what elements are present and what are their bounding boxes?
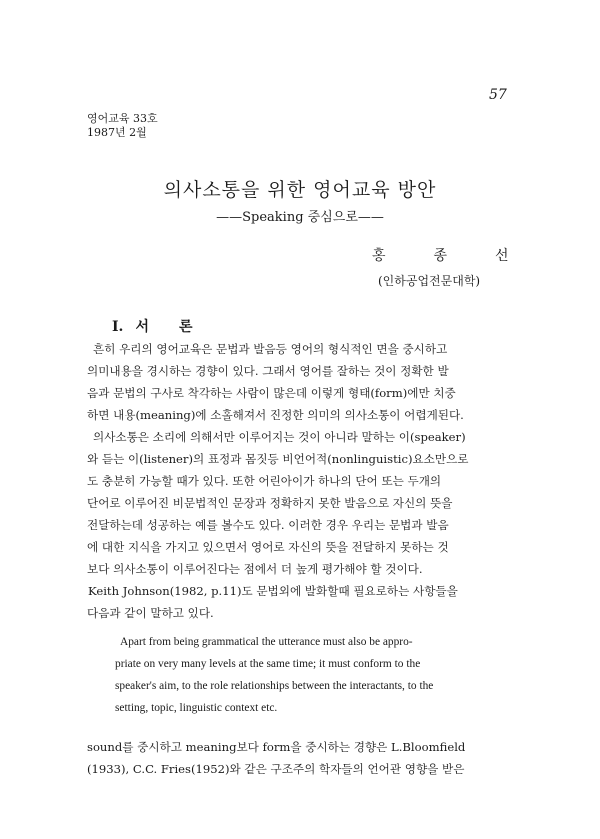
body-line: 음과 문법의 구사로 착각하는 사람이 많은데 이렇게 형태(form)에만 치중 [87, 386, 456, 400]
quote-line: setting, topic, linguistic context etc. [115, 702, 278, 714]
journal-date: 1987년 2월 [87, 126, 147, 139]
section-label: 서론 [135, 319, 223, 335]
body-line: (1933), C.C. Fries(1952)와 같은 구조주의 학자들의 언어관 영향을 받은 [87, 762, 465, 776]
body-line: 에 대한 지식을 가지고 있으면서 영어로 자신의 뜻을 전달하지 못하는 것 [87, 540, 449, 554]
body-line: 흔히 우리의 영어교육은 문법과 발음등 영어의 형식적인 면을 중시하고 [93, 342, 448, 356]
journal-info [87, 112, 158, 140]
body-line: Keith Johnson(1982, p.11)도 문법외에 발화할때 필요로하는 사항들을 [88, 584, 458, 598]
body-line: 의미내용을 경시하는 경향이 있다. 그래서 영어를 잘하는 것이 정확한 발 [87, 364, 449, 378]
paper-subtitle: ——Speaking 중심으로—— [216, 210, 384, 225]
body-line: 단어로 이루어진 비문법적인 문장과 정확하지 못한 발음으로 자신의 뜻을 [87, 496, 453, 510]
section-number: I. [112, 319, 124, 335]
paper-title: 의사소통을 위한 영어교육 방안 [163, 179, 437, 201]
body-line: 의사소통은 소리에 의해서만 이루어지는 것이 아니라 말하는 이(speaker) [93, 430, 466, 444]
author-affiliation: (인하공업전문대학) [378, 274, 481, 288]
body-line: 와 듣는 이(listener)의 표정과 몸짓등 비언어적(nonlinguistic)요소만으로 [87, 452, 469, 466]
author-name: 홍종선 [372, 248, 557, 264]
body-line: 전달하는데 성공하는 예를 볼수도 있다. 이러한 경우 우리는 문법과 발음 [87, 518, 449, 532]
body-line: 도 충분히 가능할 때가 있다. 또한 어린아이가 하나의 단어 또는 두개의 [87, 474, 442, 488]
quote-line: priate on very many levels at the same time; it must conform to the [115, 658, 421, 670]
body-line: 다음과 같이 말하고 있다. [87, 606, 214, 620]
body-line: sound를 중시하고 meaning보다 form을 중시하는 경향은 L.Bloomfield [87, 740, 466, 754]
section-heading [112, 316, 223, 336]
quote-line: Apart from being grammatical the utterance must also be appro- [120, 636, 413, 648]
body-line: 보다 의사소통이 이루어진다는 점에서 더 높게 평가해야 할 것이다. [87, 562, 423, 576]
quote-line: speaker's aim, to the role relationships between the interactants, to the [115, 680, 434, 692]
page-number: 57 [489, 87, 507, 103]
journal-issue: 영어교육 33호 [87, 112, 158, 125]
body-line: 하면 내용(meaning)에 소홀해져서 진정한 의미의 의사소통이 어렵게된다. [87, 408, 464, 422]
